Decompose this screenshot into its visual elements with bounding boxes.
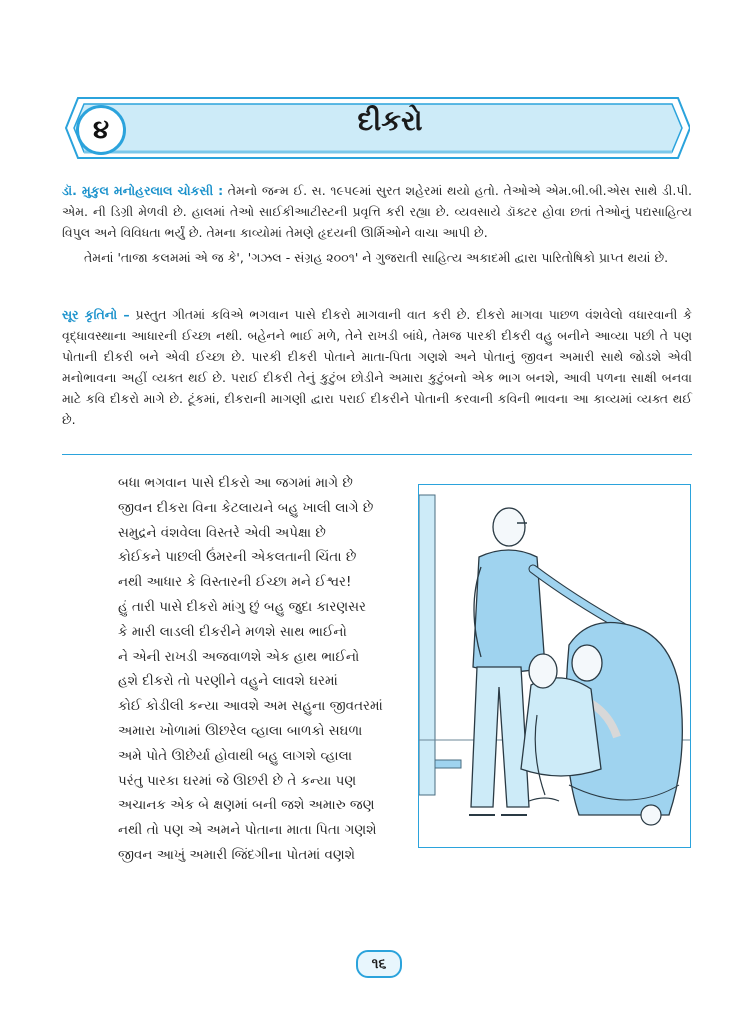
poem-line: નથી આધાર કે વિસ્તારની ઈચ્છા મને ઈશ્વર! xyxy=(118,574,352,591)
poem-line: જીવન આખું અમારી જિંદગીના પોતમાં વણશે xyxy=(118,846,356,863)
poem-line: અમારા ખોળામાં ઊછરેલ વ્હાલા બાળકો સઘળા xyxy=(118,722,363,739)
poem-line: જીવન દીકરા વિના કેટલાયને બહુ ખાલી લાગે છે xyxy=(118,499,374,516)
work-intro-paragraph xyxy=(62,304,692,430)
award-paragraph: તેમનાં 'તાજા કલમમાં એ જ કે', 'ગઝલ - સંગ્રહ ૨૦૦૧' ને ગુજરાતી સાહિત્ય અકાદમી દ્વારા પારિતોષિકો પ્રાપ્ત થયાં છે. xyxy=(84,250,669,265)
poem-line: કે મારી લાડલી દીકરીને મળશે સાથ ભાઈનો xyxy=(118,623,347,640)
work-intro-heading: સૂર કૃતિનો – xyxy=(62,307,130,322)
poem-line: કોઈકને પાછલી ઉંમરની એકલતાની ચિંતા છે xyxy=(118,549,357,566)
poet-name: ડૉ. મુકુલ મનોહરલાલ ચોકસી : xyxy=(62,183,224,198)
poem-line: અમે પોતે ઊછેર્યા હોવાથી બહુ લાગશે વ્હાલા xyxy=(118,747,353,764)
page-number: ૧૬ xyxy=(356,950,402,978)
chapter-title: દીકરો xyxy=(357,104,423,137)
poem xyxy=(118,471,418,868)
work-intro-text: પ્રસ્તુત ગીતમાં કવિએ ભગવાન પાસે દીકરો માગવાની વાત કરી છે. દીકરો માગવા પાછળ વંશવેલો વધારવાની કે વૃદ્ધાવસ્થાના આધારની ઈચ્છા નથી. બહેનને ભાઈ મળે, તેને રાખડી બાંધે, તેમજ પારકી દીકરી વહુ બનીને આવ્યા પછી તે પણ પોતાની દીકરી બને એવી ઈચ્છા છે. પારકી દીકરી પોતાને માતા-પિતા ગણશે અને પોતાનું જીવન અમારી સાથે જોડશે એવી મનોભાવના અહીં વ્યક્ત થઈ છે. પરાઈ દીકરી તેનું કુટુંબ છોડીને અમારા કુટુંબનો એક ભાગ બનશે, આવી પળના સાક્ષી બનવા માટે કવિ દીકરો માગે છે. ટૂંકમાં, દીકરાની માગણી દ્વારા પરાઈ દીકરીને પોતાની કરવાની કવિની ભાવના આ કાવ્યમાં વ્યક્ત થઈ છે. xyxy=(62,307,692,427)
about-poet-paragraph xyxy=(62,180,692,243)
poem-line: ને એની રાખડી અજવાળશે એક હાથ ભાઈનો xyxy=(118,648,360,665)
poet-bio: તેમનો જન્મ ઈ. સ. ૧૯૫૯માં સુરત શહેરમાં થયો હતો. તેઓએ એમ.બી.બી.એસ સાથે ડી.પી. એમ. ની ડિગ્રી મેળવી છે. હાલમાં તેઓ સાઈકીઆટીસ્ટની પ્રવૃત્તિ કરી રહ્યા છે. વ્યવસાયે ડૉક્ટર હોવા છતાં તેઓનું પદ્યસાહિત્ય વિપુલ અને વિવિધતા ભર્યું છે. તેમના કાવ્યોમાં તેમણે હૃદયની ઊર્મિઓને વાચા આપી છે. xyxy=(62,183,692,240)
poem-line: નથી તો પણ એ અમને પોતાના માતા પિતા ગણશે xyxy=(118,822,377,839)
poem-line: અચાનક એક બે ક્ષણમાં બની જશે અમારુ જણ xyxy=(118,797,375,814)
poem-line: સમુદ્રને વંશવેલા વિસ્તરે એવી અપેક્ષા છે xyxy=(118,524,326,541)
poem-line: બધા ભગવાન પાસે દીકરો આ જગમાં માગે છે xyxy=(118,475,353,491)
illustration-blessing xyxy=(418,484,691,848)
poem-line: હશે દીકરો તો પરણીને વહુને લાવશે ઘરમાં xyxy=(118,673,338,690)
section-divider xyxy=(62,454,692,455)
chapter-number: ૪ xyxy=(76,105,126,155)
poem-line: પરંતુ પારકા ઘરમાં જે ઊછરી છે તે કન્યા પણ xyxy=(118,772,357,789)
poem-line: હું તારી પાસે દીકરો માંગુ છું બહુ જુદા કારણસર xyxy=(118,598,367,615)
poem-line: કોઈ કોડીલી કન્યા આવશે અમ સહુના જીવતરમાં xyxy=(118,698,383,715)
